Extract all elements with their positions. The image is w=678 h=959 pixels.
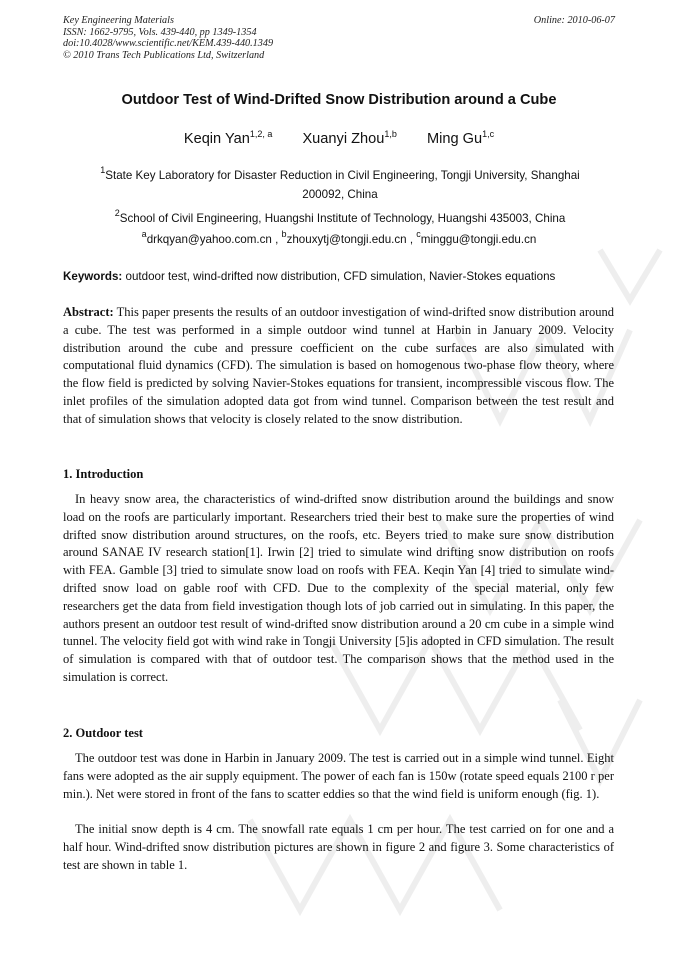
- paper-title: Outdoor Test of Wind-Drifted Snow Distribution around a Cube: [121, 92, 557, 108]
- email-mark: b: [281, 229, 287, 239]
- email-link[interactable]: drkqyan@yahoo.com.cn ,: [146, 233, 282, 246]
- author-emails: [0, 229, 678, 246]
- author-list: [0, 131, 678, 147]
- email-mark: c: [416, 229, 421, 239]
- author-2: [302, 131, 396, 147]
- keywords: [63, 270, 555, 283]
- outdoor-test-paragraph-2: The initial snow depth is 4 cm. The snowfall rate equals 1 cm per hour. The test carried on for one and a half hour. Wind-drifted snow distribution pictures are shown in figure 2 and figure 3. Some characteristics of test are shown in table 1.: [63, 822, 614, 872]
- section-heading-introduction: 1. Introduction: [63, 467, 144, 481]
- abstract-label: Abstract:: [63, 305, 114, 319]
- keywords-text: outdoor test, wind-drifted now distribution, CFD simulation, Navier-Stokes equations: [122, 270, 556, 283]
- doi-line: doi:10.4028/www.scientific.net/KEM.439-440.1349: [63, 38, 274, 50]
- journal-info: [63, 15, 273, 61]
- email-link[interactable]: zhouxytj@tongji.edu.cn ,: [286, 233, 417, 246]
- introduction-paragraph: In heavy snow area, the characteristics of wind-drifted snow distribution around the buildings and snow load on the roofs are particularly important. Researchers tried their best to make sure the properties of wind drifted snow distribution around structures, on the roofs, etc. Beyers tried to make sure snow distribution around SANAE IV research station[1]. Irwin [2] tried to simulate wind drifting snow distribution on roofs with FEA. Gamble [3] tried to simulate snow load on roofs with FEA. Keqin Yan [4] tried to simulate wind-drifted snow load on gable roof with CFD. Due to the complexity of the special material, only few researchers get the data from field investigation though lots of job carried out in simulating. In this paper, the authors present an outdoor test result of wind-drifted snow distribution around a 20 cm cube in a simple wind tunnel. The velocity field got with wind rake in Tongji University [5]is adopted in CFD simulation. The result of simulation is compared with that of outdoor test. The comparison shows that the method used in the simulation is correct.: [63, 492, 614, 684]
- author-name: Xuanyi Zhou: [302, 131, 385, 147]
- email-mark: a: [141, 229, 147, 239]
- author-affiliation-mark: 1,c: [482, 129, 495, 139]
- online-date: Online: 2010-06-07: [533, 15, 615, 26]
- author-affiliation-mark: 1,2, a: [249, 129, 273, 139]
- affiliation-text: School of Civil Engineering, Huangshi Institute of Technology, Huangshi 435003, China: [119, 212, 566, 225]
- outdoor-test-paragraph-1: The outdoor test was done in Harbin in January 2009. The test is carried out in a simple wind tunnel. Eight fans were adopted as the air supply equipment. The power of each fan is 150w (rotate speed equals 2100 r per min.). Net were stored in front of the fans to scatter eddies so that the wind field is uniform enough (fig. 1).: [63, 751, 614, 801]
- author-affiliation-mark: 1,b: [384, 129, 397, 139]
- issn-line: ISSN: 1662-9795, Vols. 439-440, pp 1349-1354: [63, 26, 257, 38]
- journal-name: Key Engineering Materials: [63, 15, 174, 26]
- affiliation-mark: 1: [100, 165, 106, 175]
- affiliation-mark: 2: [114, 208, 120, 218]
- abstract: [63, 304, 614, 429]
- author-name: Keqin Yan: [183, 131, 250, 147]
- abstract-text: This paper presents the results of an outdoor investigation of wind-drifted snow distribution around a cube. The test was performed in a simple outdoor wind tunnel at Harbin in January 2009. Velocity distribution around the cube and pressure coefficient on the cube surfaces are also simulated with computational fluid dynamics (CFD). The simulation is based on homogenous two-phase flow theory, where the flow field is predicted by solving Navier-Stokes equations for transient, incompressible viscous flow. The inlet profiles of the simulation adopted data got from wind tunnel. Comparison between the test result and that of simulation shows that velocity is closely related to the snow distribution.: [63, 305, 614, 426]
- author-1: [184, 131, 273, 147]
- author-name: Ming Gu: [426, 131, 483, 147]
- affiliation-1: [80, 166, 600, 204]
- author-3: [427, 131, 494, 147]
- keywords-label: Keywords:: [63, 270, 123, 283]
- affiliation-2: [80, 209, 600, 228]
- copyright-line: © 2010 Trans Tech Publications Ltd, Switzerland: [63, 49, 265, 61]
- section-heading-outdoor-test: 2. Outdoor test: [63, 726, 143, 740]
- affiliation-text: State Key Laboratory for Disaster Reduction in Civil Engineering, Tongji University, Shanghai 200092, China: [105, 169, 580, 201]
- email-link[interactable]: minggu@tongji.edu.cn: [420, 233, 537, 246]
